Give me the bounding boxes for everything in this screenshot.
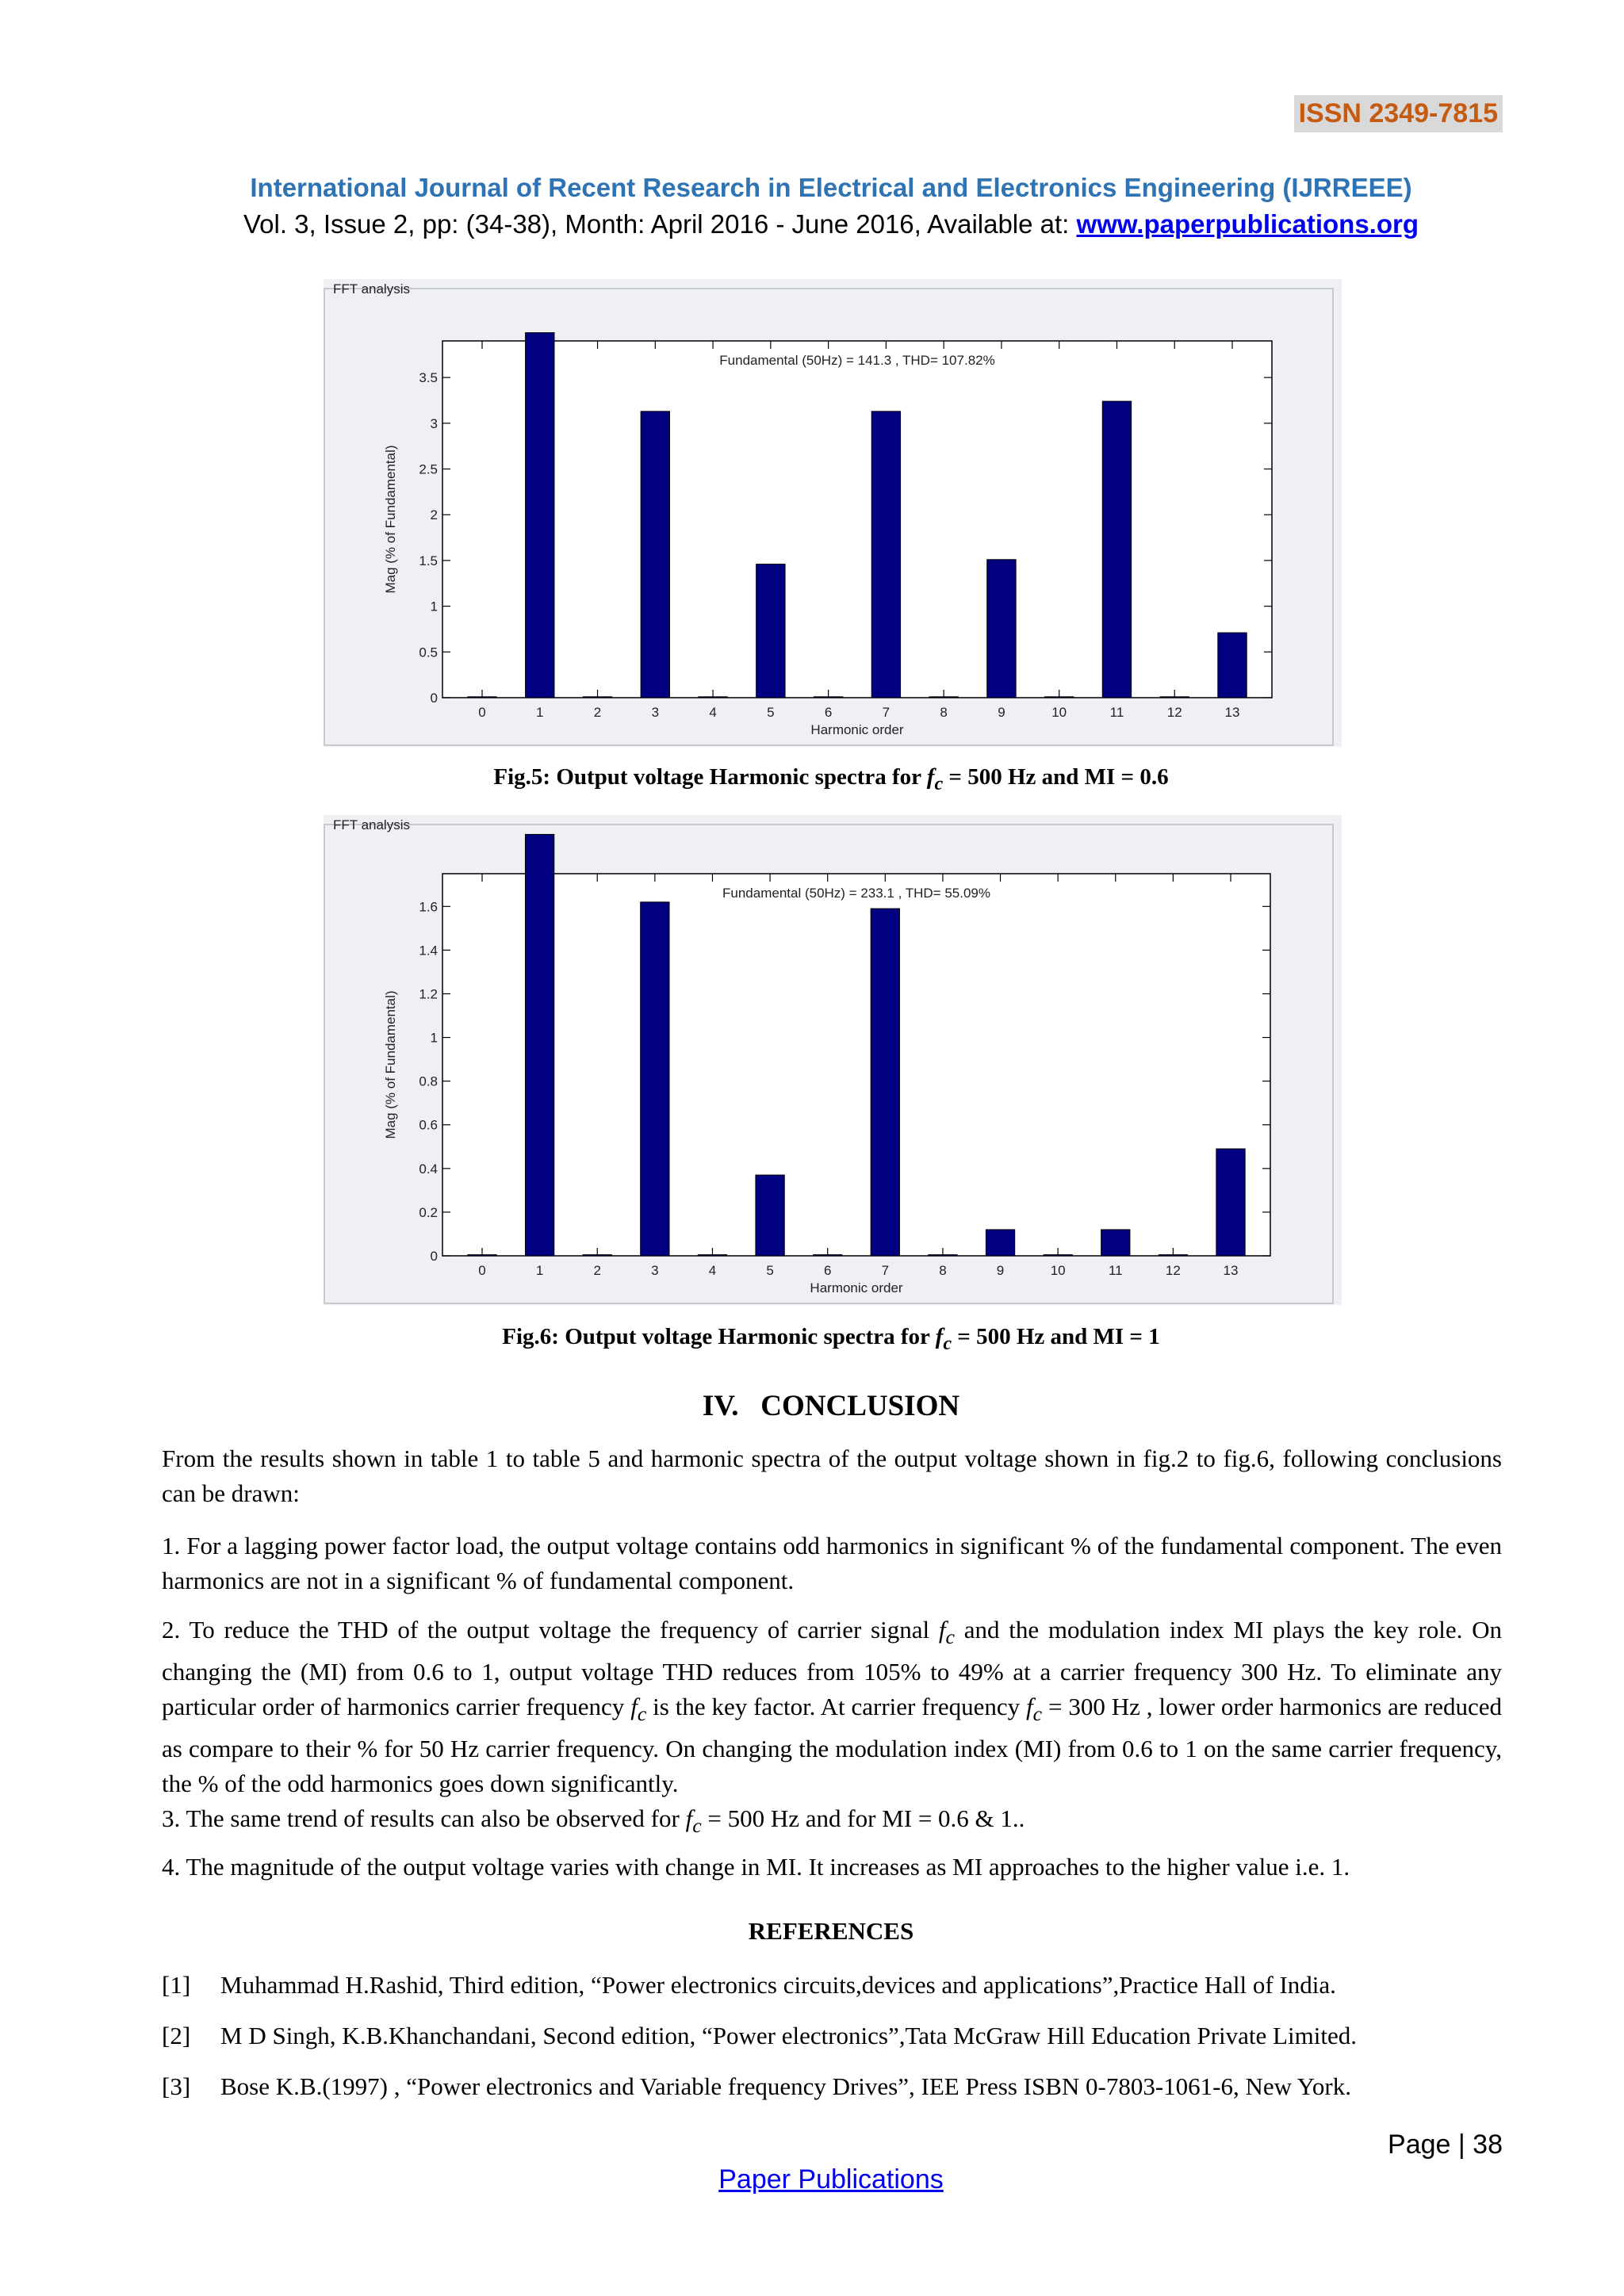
bar bbox=[1044, 1255, 1072, 1256]
x-tick-label: 12 bbox=[1165, 1263, 1181, 1278]
bar bbox=[698, 1255, 726, 1256]
x-tick-label: 4 bbox=[709, 705, 717, 720]
reference-number: [2] bbox=[162, 2022, 191, 2049]
volume-text: Vol. 3, Issue 2, pp: (34-38), Month: April 2016 - June 2016, Available at: bbox=[243, 209, 1077, 239]
bar bbox=[986, 1230, 1014, 1256]
bar bbox=[1216, 1149, 1245, 1256]
fig6-chart bbox=[324, 815, 1342, 1305]
x-axis-label: Harmonic order bbox=[810, 1280, 903, 1295]
fig6-caption-symbol: f bbox=[935, 1324, 944, 1349]
x-tick-label: 10 bbox=[1051, 705, 1067, 720]
fc-sub: c bbox=[945, 1625, 955, 1649]
conclusion-point-4: 4. The magnitude of the output voltage varies with change in MI. It increases as MI approaches to the higher value i.e. 1. bbox=[162, 1853, 1350, 1881]
y-tick-label: 1 bbox=[430, 599, 438, 614]
p3-text-a: 3. The same trend of results can also be observed for bbox=[162, 1804, 686, 1832]
p3-text-b: = 500 Hz and for MI = 0.6 & 1.. bbox=[701, 1804, 1025, 1832]
y-tick-label: 2.5 bbox=[419, 461, 438, 477]
y-tick-label: 3 bbox=[430, 415, 438, 431]
x-tick-label: 8 bbox=[939, 1263, 947, 1278]
issn-label: ISSN 2349-7815 bbox=[1294, 95, 1503, 132]
x-tick-label: 7 bbox=[881, 1263, 890, 1278]
x-tick-label: 5 bbox=[766, 1263, 774, 1278]
fig5-caption bbox=[0, 764, 1624, 795]
references-heading: REFERENCES bbox=[748, 1917, 914, 1945]
p2-text-c: is the key factor. At carrier frequency bbox=[646, 1693, 1027, 1721]
conclusion-point-3 bbox=[162, 1801, 1502, 1843]
bar bbox=[1218, 633, 1247, 698]
x-tick-label: 11 bbox=[1109, 705, 1124, 720]
bar bbox=[525, 834, 553, 1256]
reference-item bbox=[162, 2069, 1502, 2104]
x-tick-label: 7 bbox=[882, 705, 891, 720]
volume-line bbox=[0, 209, 1624, 239]
bar bbox=[929, 1255, 957, 1256]
y-tick-label: 1.6 bbox=[419, 899, 438, 915]
p2-text-d: = 300 Hz , lower order harmonics are reduced as compare to their % for 50 Hz carrier frequency. On changing the modulation index (MI) from 0.6 to 1 on the same carrier frequency, the % of the odd harmonics goes down significantly. bbox=[162, 1693, 1502, 1798]
x-tick-label: 4 bbox=[708, 1263, 717, 1278]
y-tick-label: 0.6 bbox=[419, 1117, 438, 1133]
chart-title: Fundamental (50Hz) = 141.3 , THD= 107.82% bbox=[719, 353, 995, 368]
bar bbox=[1102, 401, 1131, 698]
reference-text: Bose K.B.(1997) , “Power electronics and Variable frequency Drives”, IEE Press ISBN 0-7803-1061-6, New York. bbox=[220, 2072, 1351, 2100]
fc-symbol: f bbox=[630, 1693, 638, 1721]
bar bbox=[814, 1255, 842, 1256]
conclusion-intro: From the results shown in table 1 to table 5 and harmonic spectra of the output voltage shown in fig.2 to fig.6, following conclusions can be drawn: bbox=[162, 1445, 1502, 1507]
x-tick-label: 0 bbox=[478, 1263, 486, 1278]
x-tick-label: 9 bbox=[998, 705, 1005, 720]
bar bbox=[756, 1175, 784, 1256]
reference-number: [3] bbox=[162, 2072, 191, 2100]
fig6-svg bbox=[324, 815, 1342, 1305]
fig5-caption-suffix: = 500 Hz and MI = 0.6 bbox=[943, 764, 1169, 790]
fig5-caption-symbol: f bbox=[926, 764, 935, 790]
y-tick-label: 3.5 bbox=[419, 370, 438, 386]
bar bbox=[1159, 1255, 1187, 1256]
y-tick-label: 0.5 bbox=[419, 645, 438, 660]
fig5-caption-sub: c bbox=[934, 772, 944, 794]
x-tick-label: 10 bbox=[1050, 1263, 1066, 1278]
x-tick-label: 8 bbox=[940, 705, 948, 720]
x-tick-label: 11 bbox=[1108, 1263, 1123, 1278]
fig5-chart bbox=[324, 279, 1342, 747]
y-tick-label: 1.4 bbox=[419, 943, 438, 959]
reference-item bbox=[162, 2019, 1502, 2053]
y-tick-label: 0.8 bbox=[419, 1073, 438, 1089]
bar bbox=[1160, 697, 1189, 698]
fc-sub: c bbox=[1032, 1702, 1043, 1726]
bar bbox=[871, 411, 900, 698]
bar bbox=[468, 697, 496, 698]
fig5-svg bbox=[324, 279, 1342, 747]
x-tick-label: 3 bbox=[651, 1263, 659, 1278]
publisher-link[interactable]: Paper Publications bbox=[718, 2164, 944, 2195]
bar bbox=[871, 909, 899, 1256]
x-tick-label: 12 bbox=[1166, 705, 1182, 720]
y-tick-label: 1 bbox=[430, 1030, 438, 1046]
fc-symbol: f bbox=[1026, 1693, 1033, 1721]
y-tick-label: 0.2 bbox=[419, 1204, 438, 1220]
y-tick-label: 0.4 bbox=[419, 1161, 438, 1177]
bar bbox=[641, 411, 669, 698]
x-tick-label: 6 bbox=[824, 705, 833, 720]
bar bbox=[699, 697, 727, 698]
fc-sub: c bbox=[692, 1814, 702, 1838]
fig6-caption-sub: c bbox=[943, 1332, 952, 1354]
chart-title: Fundamental (50Hz) = 233.1 , THD= 55.09% bbox=[722, 886, 990, 901]
plot-area bbox=[442, 341, 1272, 698]
x-tick-label: 13 bbox=[1224, 705, 1240, 720]
fig6-caption-prefix: Fig.6: Output voltage Harmonic spectra for bbox=[502, 1324, 936, 1349]
conclusion-point-2 bbox=[162, 1613, 1502, 1801]
page-number: Page | 38 bbox=[1388, 2130, 1503, 2160]
x-tick-label: 3 bbox=[651, 705, 660, 720]
fig6-caption-suffix: = 500 Hz and MI = 1 bbox=[952, 1324, 1160, 1349]
fig6-caption bbox=[0, 1324, 1624, 1355]
y-tick-label: 2 bbox=[430, 507, 438, 523]
reference-item bbox=[162, 1968, 1502, 2003]
conclusion-heading: IV. CONCLUSION bbox=[702, 1390, 960, 1422]
bar bbox=[583, 697, 611, 698]
y-axis-label: Mag (% of Fundamental) bbox=[383, 990, 398, 1139]
y-tick-label: 0 bbox=[430, 1249, 438, 1264]
panel-label: FFT analysis bbox=[333, 817, 410, 832]
panel-label: FFT analysis bbox=[333, 281, 410, 297]
x-tick-label: 0 bbox=[478, 705, 486, 720]
y-tick-label: 0 bbox=[430, 691, 438, 706]
fig5-caption-prefix: Fig.5: Output voltage Harmonic spectra for bbox=[493, 764, 927, 790]
y-tick-label: 1.2 bbox=[419, 986, 438, 1002]
journal-title: International Journal of Recent Research in Electrical and Electronics Engineering (IJRREEE) bbox=[250, 173, 1412, 202]
p2-text-a: 2. To reduce the THD of the output voltage the frequency of carrier signal bbox=[162, 1616, 939, 1644]
x-tick-label: 13 bbox=[1223, 1263, 1239, 1278]
fc-symbol: f bbox=[685, 1804, 693, 1832]
y-axis-label: Mag (% of Fundamental) bbox=[383, 445, 398, 594]
bar bbox=[583, 1255, 611, 1256]
x-tick-label: 1 bbox=[535, 1263, 544, 1278]
conclusion-point-1: 1. For a lagging power factor load, the output voltage contains odd harmonics in significant % of the fundamental component. The even harmonics are not in a significant % of fundamental component. bbox=[162, 1532, 1502, 1594]
footer bbox=[0, 2164, 1624, 2195]
plot-area bbox=[442, 874, 1270, 1256]
bar bbox=[526, 333, 554, 698]
journal-url-link[interactable]: www.paperpublications.org bbox=[1076, 209, 1419, 239]
x-tick-label: 6 bbox=[823, 1263, 832, 1278]
x-tick-label: 2 bbox=[593, 705, 602, 720]
bar bbox=[1045, 697, 1074, 698]
bar bbox=[756, 564, 785, 698]
fc-sub: c bbox=[637, 1702, 647, 1726]
reference-number: [1] bbox=[162, 1971, 191, 1999]
x-tick-label: 5 bbox=[767, 705, 775, 720]
bar bbox=[468, 1255, 496, 1256]
x-tick-label: 2 bbox=[593, 1263, 601, 1278]
bar bbox=[929, 697, 958, 698]
bar bbox=[1101, 1230, 1130, 1256]
reference-text: Muhammad H.Rashid, Third edition, “Power electronics circuits,devices and applications”,Practice Hall of India. bbox=[220, 1971, 1336, 1999]
bar bbox=[987, 560, 1016, 698]
bar bbox=[641, 902, 669, 1256]
x-tick-label: 9 bbox=[996, 1263, 1005, 1278]
bar bbox=[814, 697, 842, 698]
p2-text-b: and the modulation index MI plays the key role. On changing the (MI) from 0.6 to 1, output voltage THD reduces from 105% to 49% at a carrier frequency 300 Hz. To eliminate any particular order of harmonics carrier frequency bbox=[162, 1616, 1502, 1721]
fc-symbol: f bbox=[938, 1616, 946, 1644]
reference-text: M D Singh, K.B.Khanchandani, Second edition, “Power electronics”,Tata McGraw Hill Education Private Limited. bbox=[220, 2022, 1357, 2049]
y-tick-label: 1.5 bbox=[419, 553, 438, 568]
x-axis-label: Harmonic order bbox=[810, 722, 904, 737]
x-tick-label: 1 bbox=[536, 705, 544, 720]
